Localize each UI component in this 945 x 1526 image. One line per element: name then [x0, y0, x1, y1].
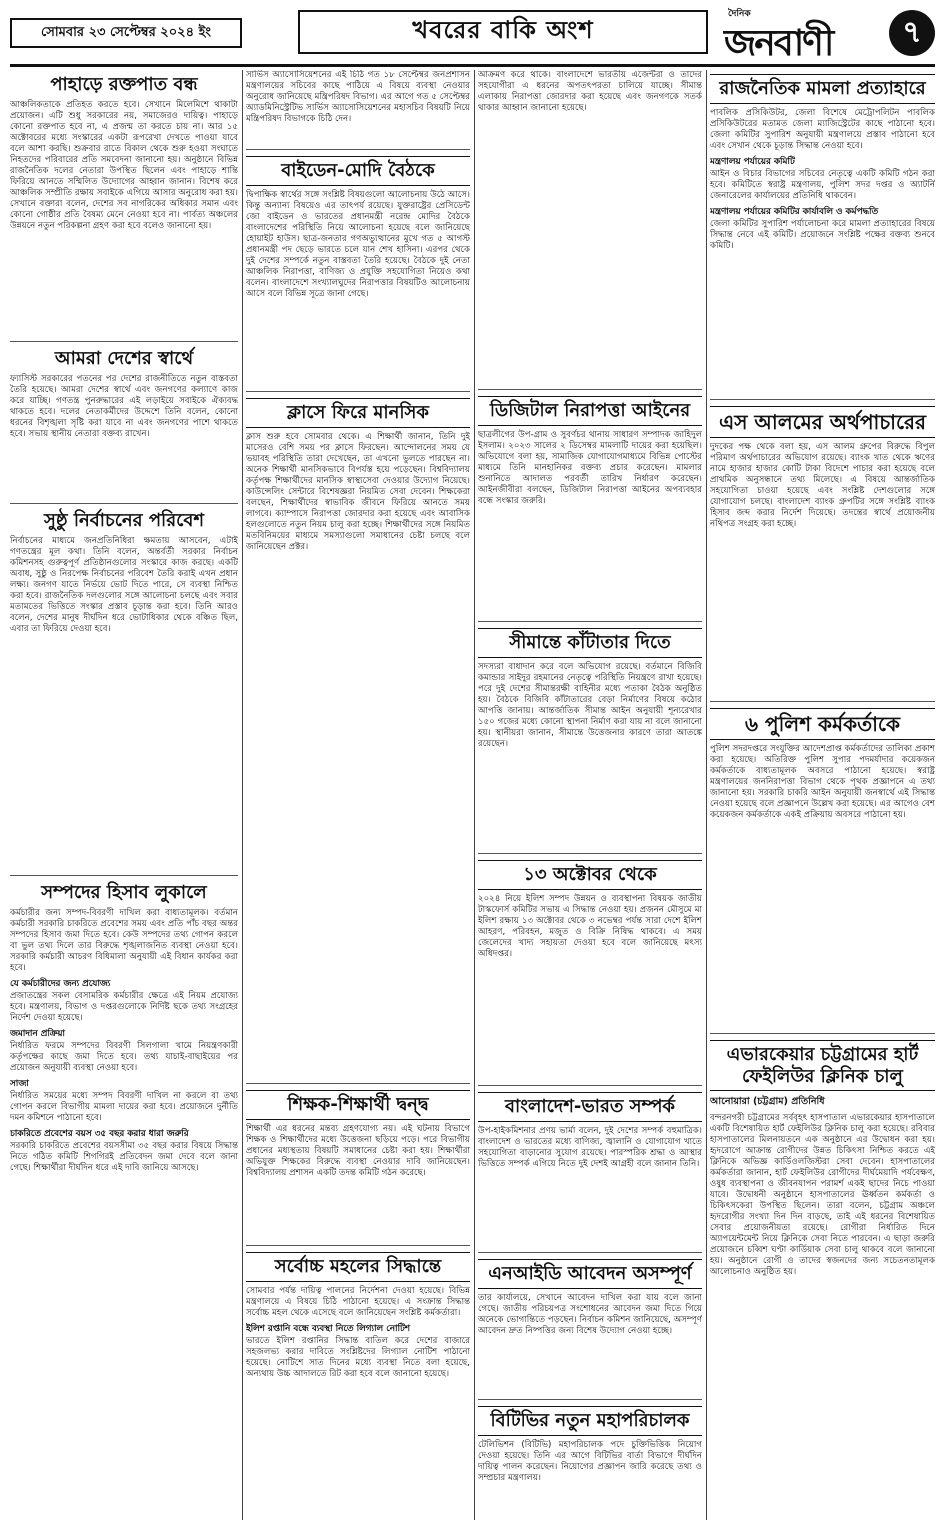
masthead: [10, 6, 935, 64]
story-body: ক্লাস শুরু হবে সোমবার থেকে। এ শিক্ষার্থী জানান, তিনি দুই মাসেরও বেশি সময় পর ক্লাসে ফিরছেন। আন্দোলনের সময় যে ভয়াবহ পরিস্থিতি তারা দেখেছেন, তা এখনো ভুলতে পারছেন না। অনেক শিক্ষার্থী মানসিকভাবে বিপর্যস্ত হয়ে পড়েছেন। বিশ্ববিদ্যালয় কর্তৃপক্ষ শিক্ষার্থীদের মানসিক স্বাস্থ্যসেবা দেওয়ার উদ্যোগ নিয়েছে। কাউন্সেলিং সেন্টারে বিশেষজ্ঞরা নিয়মিত সেবা দেবেন। শিক্ষকেরা বলছেন, শিক্ষার্থীদের স্বাভাবিক জীবনে ফিরিয়ে আনতে সময় লাগবে। ক্যাম্পাসে নিরাপত্তা জোরদার করা হয়েছে এবং আবাসিক হলগুলোতে নতুন নিয়ম চালু করা হচ্ছে। শিক্ষার্থীদের সঙ্গে নিয়মিত মতবিনিময়ের মাধ্যমে সমস্যাগুলো সমাধানের চেষ্টা চলছে বলে জানিয়েছেন প্রক্টর।: [246, 431, 470, 552]
story: [710, 704, 935, 1034]
story-headline: এস আলমের অর্থপাচারের: [710, 406, 935, 438]
story-headline: এনআইডি আবেদন অসম্পূর্ণ: [478, 1259, 702, 1289]
story-body: আক্রমণ করে থাকে। বাংলাদেশে ভারতীয় এজেন্টরা ও তাদের সহযোগীরা এ ধরনের অপতৎপরতা চালিয়ে যাচ্ছে। সীমান্ত এলাকায় নিরাপত্তা জোরদার করা হয়েছে এবং জনগণকে সতর্ক থাকার আহ্বান জানানো হয়েছে।: [478, 70, 702, 113]
story-body: উপ-হাইকমিশনার প্রণয় ভার্মা বলেন, দুই দেশের সম্পর্ক বহুমাত্রিক। বাংলাদেশ ও ভারতের মধ্যে বাণিজ্য, জ্বালানি ও যোগাযোগ খাতে সহযোগিতা বাড়ানোর সুযোগ রয়েছে। পারস্পরিক শ্রদ্ধা ও আস্থার ভিত্তিতে সম্পর্ক এগিয়ে নিতে দুই দেশই আগ্রহী বলে জানান তিনি।: [478, 1125, 702, 1169]
story: [246, 1248, 470, 1518]
story-headline: ডিজিটাল নিরাপত্তা আইনের: [478, 396, 702, 426]
page-number: ৭: [889, 10, 935, 56]
daily-label: দৈনিক: [728, 9, 751, 19]
column-2: [246, 70, 470, 1520]
story-body: ২০২৪ নিয়ে ইলিশ সম্পদ উন্নয়ন ও ব্যবস্থাপনা বিষয়ক জাতীয় টাস্কফোর্স কমিটির সভায় এ সিদ্ধান্ত নেওয়া হয়। প্রজনন মৌসুমে মা ইলিশ রক্ষায় ১৩ অক্টোবর থেকে ৩ নভেম্বর পর্যন্ত সারা দেশে ইলিশ আহরণ, পরিবহন, মজুত ও বিক্রি নিষিদ্ধ থাকবে। এ সময় জেলেদের খাদ্য সহায়তা দেওয়া হবে বলে জানিয়েছে মৎস্য অধিদপ্তর।: [478, 893, 702, 959]
story-body: কর্মচারীর জন্য সম্পদ-বিবরণী দাখিল করা বাধ্যতামূলক। বর্তমান কর্মচারী সরকারি চাকরিতে প্রবেশের সময় এবং প্রতি পাঁচ বছর অন্তর সম্পদের হিসাব জমা দিতে হবে। কেউ সম্পদের তথ্য গোপন করলে বা ভুল তথ্য দিলে তার বিরুদ্ধে শৃঙ্খলাজনিত ব্যবস্থা নেওয়া হবে। সরকারি কর্মচারী আচরণ বিধিমালা অনুযায়ী এই বিধান কার্যকর করা হবে।: [10, 907, 238, 973]
story-subhead: মন্ত্রণালয় পর্যায়ের কমিটি: [710, 156, 795, 167]
story-body: প্রজাতন্ত্রের সকল বেসামরিক কর্মচারীর ক্ষেত্রে এই নিয়ম প্রযোজ্য হবে। মন্ত্রণালয়, বিভাগ ও দপ্তরগুলোকে নির্দিষ্ট ছকে তথ্য সংগ্রহের নির্দেশ দেওয়া হয়েছে।: [10, 990, 238, 1023]
story-headline: পাহাড়ে রক্তপাত বন্ধ: [50, 74, 198, 95]
story: [478, 856, 702, 1086]
story-body: দুদকের পক্ষ থেকে বলা হয়, এস আলম গ্রুপের বিরুদ্ধে বিপুল পরিমাণ অর্থপাচারের অভিযোগ রয়েছে। ব্যাংক খাত থেকে ঋণের নামে হাজার হাজার কোটি টাকা বিদেশে পাচার করা হয়েছে বলে প্রাথমিক অনুসন্ধানে তথ্য মিলেছে। এ বিষয়ে আন্তর্জাতিক সহযোগিতা চাওয়া হয়েছে এবং সংশ্লিষ্ট দেশগুলোর সঙ্গে যোগাযোগ চলছে। বাংলাদেশ ব্যাংক গ্রুপটির সঙ্গে সংশ্লিষ্ট ব্যাংক হিসাব জব্দ করার নির্দেশ দিয়েছে। তদন্তের স্বার্থে প্রয়োজনীয় নথিপত্র সংগ্রহ করা হচ্ছে।: [710, 442, 935, 529]
column-divider: [242, 70, 243, 1520]
story: [246, 152, 470, 392]
story-body: শিক্ষার্থী এর ধরনের মন্তব্য গ্রহণযোগ্য নয়। এই ঘটনায় বিভাগে শিক্ষক ও শিক্ষার্থীদের মধ্যে উত্তেজনা ছড়িয়ে পড়ে। পরে বিভাগীয় প্রধানের মধ্যস্থতায় বিষয়টি সমাধানের চেষ্টা করা হয়। শিক্ষার্থীরা অভিযুক্ত শিক্ষকের বিরুদ্ধে ব্যবস্থা নেওয়ার দাবি জানিয়েছেন। বিশ্ববিদ্যালয় প্রশাসন একটি তদন্ত কমিটি গঠন করেছে।: [246, 1123, 470, 1178]
story-body: সরকারি চাকরিতে প্রবেশের বয়সসীমা ৩৫ বছর করার বিষয়ে সিদ্ধান্ত নিতে গঠিত কমিটি শিগগিরই প্রতিবেদন জমা দেবে বলে জানা গেছে। শিক্ষার্থীরা দীর্ঘদিন ধরে এই দাবি জানিয়ে আসছে।: [10, 1140, 238, 1173]
story: [710, 70, 935, 400]
story: [478, 1402, 702, 1520]
story-body: ভারতে ইলিশ রপ্তানির সিদ্ধান্ত বাতিল করে দেশের বাজারে সহজলভ্য করার দাবিতে সংশ্লিষ্টদের লিগ্যাল নোটিশ পাঠানো হয়েছে। নোটিশে সাত দিনের মধ্যে ব্যবস্থা নিতে বলা হয়েছে, অন্যথায় উচ্চ আদালতে রিট করা হবে বলে জানানো হয়েছে।: [246, 1335, 470, 1379]
story: [478, 624, 702, 854]
column-3: [478, 70, 702, 1520]
story-headline: ১৩ অক্টোবর থেকে: [478, 860, 702, 890]
column-4: [710, 70, 935, 1520]
story-body: ছাত্রলীগের উপ-গ্রাম ও সুবর্ণচর থানায় সাধারণ সম্পাদক জাহিদুল ইসলাম। ২০২৩ সালের ২ ডিসেম্বর মামলাটি দায়ের করা হয়েছিল। অভিযোগে বলা হয়, সামাজিক যোগাযোগমাধ্যমে বিভিন্ন পোস্টের মাধ্যমে তিনি মানহানিকর বক্তব্য প্রচার করেছেন। মামলার শুনানিতে আদালত পরবর্তী তারিখ নির্ধারণ করেছেন। আইনজীবীরা বলছেন, ডিজিটাল নিরাপত্তা আইনের অপব্যবহার বন্ধে সংস্কার জরুরি।: [478, 429, 702, 506]
story: [478, 1088, 702, 1253]
story-headline: সর্বোচ্চ মহলের সিদ্ধান্তে: [246, 1252, 470, 1282]
story-headline: রাজনৈতিক মামলা প্রত্যাহারে: [710, 74, 935, 104]
story-body: টেলিভিশন (বিটিভি) মহাপরিচালক পদে চুক্তিভিত্তিক নিয়োগ দেওয়া হয়েছে। তিনি এর আগে বিটিভির বার্তা বিভাগে দীর্ঘদিন দায়িত্ব পালন করেছেন। নিয়োগের প্রজ্ঞাপন জারি করেছে তথ্য ও সম্প্রচার মন্ত্রণালয়।: [478, 1439, 702, 1483]
story-body: সার্ভিস অ্যাসোসিয়েশনের এই চিঠি গত ১৮ সেপ্টেম্বর জনপ্রশাসন মন্ত্রণালয়ের সচিবের কাছে পাঠিয়ে এ বিষয়ে ব্যবস্থা নেওয়ার অনুরোধ জানিয়েছে মন্ত্রিপরিষদ বিভাগ। এর আগে গত ৫ সেপ্টেম্বর অ্যাডমিনিস্ট্রেটিভ সার্ভিস অ্যাসোসিয়েশনের মহাসচিব বিষয়টি নিয়ে মন্ত্রিপরিষদ বিভাগকে চিঠি দেন।: [246, 70, 470, 124]
story-body: জেলা কমিটির সুপারিশ পর্যালোচনা করে মামলা প্রত্যাহারের বিষয়ে সিদ্ধান্ত নেবে এই কমিটি। প্রয়োজনে সংশ্লিষ্ট পক্ষের বক্তব্য শুনবে কমিটি।: [710, 218, 935, 251]
story: [10, 506, 238, 876]
paper-name: জনবাণী: [724, 22, 833, 64]
story-subhead: ইলিশ রপ্তানি বন্ধে ব্যবস্থা নিতে লিগ্যাল নোটিশ: [246, 1323, 411, 1334]
story: [246, 70, 470, 150]
story-body: নির্ধারিত সময়ের মধ্যে সম্পদ বিবরণী দাখিল না করলে বা তথ্য গোপন করলে বিভাগীয় মামলা দায়ের করা হবে। প্রয়োজনে দুর্নীতি দমন কমিশনে পাঠানো হবে।: [10, 1090, 238, 1123]
story: [478, 392, 702, 622]
story-body: পুলিশ সদরদপ্তরে সংযুক্তির আদেশপ্রাপ্ত কর্মকর্তাদের তালিকা প্রকাশ করা হয়েছে। অতিরিক্ত পুলিশ সুপার পদমর্যাদার কয়েকজন কর্মকর্তাকে বাধ্যতামূলক অবসরে পাঠানো হয়েছে। স্বরাষ্ট্র মন্ত্রণালয়ের জননিরাপত্তা বিভাগ থেকে পৃথক প্রজ্ঞাপনে এ তথ্য জানানো হয়। সরকারি চাকরি আইন অনুযায়ী জনস্বার্থে এই সিদ্ধান্ত নেওয়া হয়েছে বলে প্রজ্ঞাপনে উল্লেখ করা হয়েছে। এর আগেও বেশ কয়েকজন কর্মকর্তাকে একই প্রক্রিয়ায় অবসরে পাঠানো হয়।: [710, 744, 935, 820]
story-body: আইন ও বিচার বিভাগের সচিবের নেতৃত্বে একটি কমিটি গঠন করা হবে। কমিটিতে স্বরাষ্ট্র মন্ত্রণালয়, পুলিশ সদর দপ্তর ও অ্যাটর্নি জেনারেলের কার্যালয়ের প্রতিনিধি থাকবেন।: [710, 168, 935, 201]
story: [10, 878, 238, 1514]
story: [478, 70, 702, 390]
story-headline: এভারকেয়ার চট্টগ্রামের হার্ট ফেইলিউর ক্লিনিক চালু: [710, 1040, 935, 1091]
story-body: সদস্যরা বাধাদান করে বলে অভিযোগ রয়েছে। বর্তমানে বিজিবি কমান্ডার সাইদুর রহমানের নেতৃত্বে পরিস্থিতি নিয়ন্ত্রণে রাখা হয়েছে। পরে দুই দেশের সীমান্তরক্ষী বাহিনীর মধ্যে পতাকা বৈঠক অনুষ্ঠিত হয়। বৈঠকে বিজিবি কাঁটাতারের বেড়া নির্মাণের বিষয়ে কঠোর আপত্তি জানায়। আন্তর্জাতিক সীমান্ত আইন অনুযায়ী শূন্যরেখার ১৫০ গজের মধ্যে কোনো স্থাপনা নির্মাণ করা যায় না বলে জানানো হয়। স্থানীয়রা জানান, সীমান্তে উত্তেজনার কারণে তারা আতঙ্কে রয়েছেন।: [478, 661, 702, 749]
section-title: খবরের বাকি অংশ: [298, 10, 708, 54]
story-headline: বাইডেন-মোদি বৈঠকে: [246, 156, 470, 186]
story-headline: ক্লাসে ফিরে মানসিক: [246, 398, 470, 428]
masthead-rule: [10, 64, 935, 67]
story-body: সোমবার পর্যন্ত দায়িত্ব পালনের নির্দেশনা দেওয়া হয়েছে। বিভিন্ন মন্ত্রণালয়ে এ বিষয়ে চিঠি পাঠানো হয়েছে। এ সংক্রান্ত সিদ্ধান্ত সর্বোচ্চ মহল থেকে এসেছে বলে জানিয়েছেন সংশ্লিষ্ট কর্মকর্তারা।: [246, 1285, 470, 1318]
story-headline: সম্পদের হিসাব লুকালে: [41, 882, 207, 903]
newspaper-logo: [724, 6, 935, 62]
story-byline: আনোয়ারা (চট্টগ্রাম) প্রতিনিধি: [710, 1096, 825, 1108]
story-subhead: যে কর্মচারীদের জন্য প্রযোজ্য: [10, 978, 111, 989]
story-headline: সীমান্তে কাঁটাতার দিতে: [478, 628, 702, 658]
story-body: দ্বিপাক্ষিক স্বার্থের সঙ্গে সংশ্লিষ্ট বিষয়গুলো আলোচনায় উঠে আসে। কিন্তু অন্যান্য বিষয়েও এর তাৎপর্য রয়েছে। যুক্তরাষ্ট্রের প্রেসিডেন্ট জো বাইডেন ও ভারতের প্রধানমন্ত্রী নরেন্দ্র মোদির বৈঠকে বাংলাদেশের পরিস্থিতি নিয়ে আলোচনা হয়েছে বলে জানিয়েছে হোয়াইট হাউস। ছাত্র-জনতার গণঅভ্যুত্থানের মুখে গত ৫ আগস্ট প্রধানমন্ত্রী পদ ছেড়ে ভারতে চলে যান শেখ হাসিনা। এরপর থেকে দুই দেশের সম্পর্কে নতুন বাস্তবতা তৈরি হয়েছে। বৈঠকে দুই নেতা আঞ্চলিক নিরাপত্তা, বাণিজ্য ও প্রযুক্তি সহযোগিতা নিয়েও কথা বলেন। বাংলাদেশে সংখ্যালঘুদের নিরাপত্তার বিষয়টিও আলোচনায় আসে বলে বিভিন্ন সূত্রে জানা গেছে।: [246, 189, 470, 299]
issue-date: সোমবার ২৩ সেপ্টেম্বর ২০২৪ ইং: [10, 18, 242, 48]
column-1: [10, 70, 238, 1520]
story-body: ফ্যাসিস্ট সরকারের পতনের পর দেশের রাজনীতিতে নতুন বাস্তবতা তৈরি হয়েছে। আমরা দেশের স্বার্থে এবং জনগণের কল্যাণে কাজ করে যাচ্ছি। গণতন্ত্র পুনরুদ্ধারের এই লড়াইয়ে সবাইকে ঐক্যবদ্ধ থাকতে হবে। দলের নেতাকর্মীদের উদ্দেশে তিনি বলেন, কোনো ধরনের বিশৃঙ্খলা সৃষ্টি করা যাবে না এবং জনগণের পাশে থাকতে হবে। সভায় স্থানীয় নেতারা বক্তব্য রাখেন।: [10, 373, 238, 439]
story-headline: সুষ্ঠু নির্বাচনের পরিবেশ: [43, 510, 205, 531]
story-body: তার কার্যালয়ে, সেখানে আবেদন দাখিল করা যায় বলে জানা গেছে। জাতীয় পরিচয়পত্র সংশোধনের আবেদন জমা দিতে গিয়ে অনেকে ভোগান্তিতে পড়ছেন। নির্বাচন কমিশন জানিয়েছে, অসম্পূর্ণ আবেদন দ্রুত নিষ্পত্তির জন্য বিশেষ উদ্যোগ নেওয়া হচ্ছে।: [478, 1292, 702, 1336]
story-subhead: চাকরিতে প্রবেশের বয়স ৩৫ বছর করার ধারা জরুরি: [10, 1128, 189, 1139]
story: [710, 1036, 935, 1520]
story-headline: বিটিভির নতুন মহাপরিচালক: [478, 1406, 702, 1436]
story-subhead: জমাদান প্রক্রিয়া: [10, 1028, 65, 1039]
story-body: নির্বাচনের মাধ্যমে জনপ্রতিনিধিরা ক্ষমতায় আসবেন, এটাই গণতন্ত্রের মূল কথা। তিনি বলেন, অন্তর্বর্তী সরকার নির্বাচন কমিশনসহ গুরুত্বপূর্ণ প্রতিষ্ঠানগুলোর সংস্কারে কাজ করছে। একটি অবাধ, সুষ্ঠু ও নিরপেক্ষ নির্বাচনের পরিবেশ তৈরি করাই এখন প্রধান লক্ষ্য। জনগণ যাতে নির্ভয়ে ভোট দিতে পারে, সে ব্যবস্থা নিশ্চিত করা হবে। রাজনৈতিক দলগুলোর সঙ্গে আলোচনা চলছে এবং সবার মতামতের ভিত্তিতে সংস্কার প্রস্তাব চূড়ান্ত করা হবে। তিনি আরও বলেন, দেশের মানুষ দীর্ঘদিন ধরে ভোটাধিকার থেকে বঞ্চিত ছিল, এবার তা ফিরিয়ে দেওয়া হবে।: [10, 535, 238, 634]
story-body: পাবলিক প্রসিকিউটর, জেলা বিশেষে মেট্রোপলিটন পাবলিক প্রসিকিউটরের মতামত জেলা ম্যাজিস্ট্রেটের কাছে পাঠানো হবে। জেলা কমিটির সুপারিশ অনুযায়ী মন্ত্রণালয়ে প্রস্তাব পাঠানো হবে এবং সেখান থেকে চূড়ান্ত সিদ্ধান্ত নেওয়া হবে।: [710, 107, 935, 151]
story: [10, 70, 238, 342]
story: [710, 402, 935, 702]
story-headline: ৬ পুলিশ কর্মকর্তাকে: [710, 708, 935, 740]
story-headline: শিক্ষক-শিক্ষার্থী দ্বন্দ্ব: [246, 1090, 470, 1120]
story: [10, 344, 238, 504]
column-divider: [706, 70, 707, 1520]
story: [246, 1086, 470, 1246]
story-headline: আমরা দেশের স্বার্থে: [54, 348, 194, 369]
story: [478, 1255, 702, 1400]
story-subhead: মন্ত্রণালয় পর্যায়ের কমিটির কার্যাবলি ও কর্মপদ্ধতি: [710, 206, 879, 217]
story-body: নির্ধারিত ফরমে সম্পদের বিবরণী সিলগালা খামে নিয়ন্ত্রণকারী কর্তৃপক্ষের কাছে জমা দিতে হবে। তথ্য যাচাই-বাছাইয়ের পর প্রয়োজন অনুযায়ী ব্যবস্থা নেওয়া হবে।: [10, 1040, 238, 1073]
story-body: আঞ্চলিকতাকে প্রতিহত করতে হবে। সেখানে মিলেমিশে থাকাটা প্রয়োজন। এটি শুধু সরকারের নয়, সমাজেরও দায়িত্ব। পাহাড়ে কোনো রক্তপাত হবে না, এ প্রজন্ম তা করতে চায় না। আর ১৫ অক্টোবরের মধ্যে সংস্কারের একটা রূপরেখা দেখতে পাওয়া যাবে বলে আশা করছি। শুক্রবার রাতে বিকাল থেকে শুরু হওয়া সংঘাতে নিহতদের পরিবারের প্রতি সমবেদনা জানানো হয়। অনুষ্ঠানে বিভিন্ন রাজনৈতিক দলের নেতারা উপস্থিত ছিলেন এবং পাহাড়ে শান্তি ফিরিয়ে আনতে সম্মিলিত উদ্যোগের আহ্বান জানান। বিশেষ করে আঞ্চলিক সম্প্রীতি রক্ষায় সবাইকে এগিয়ে আসার অনুরোধ করা হয়। সেখানে বক্তারা বলেন, দেশের সব নাগরিকের অধিকার সমান এবং কোনো গোষ্ঠীর প্রতি বৈষম্য মেনে নেওয়া হবে না। পার্বত্য অঞ্চলের উন্নয়নে নতুন পরিকল্পনা গ্রহণ করা হবে বলেও জানানো হয়।: [10, 99, 238, 231]
column-divider: [474, 70, 475, 1520]
story-headline: বাংলাদেশ-ভারত সম্পর্ক: [478, 1092, 702, 1122]
story-subhead: সাজা: [10, 1078, 29, 1089]
story: [246, 394, 470, 1084]
story-body: বন্দরনগরী চট্টগ্রামের সর্ববৃহৎ হাসপাতাল এভারকেয়ার হাসপাতালে একটি বিশেষায়িত হার্ট ফেইলিউর ক্লিনিক চালু করা হয়েছে। রবিবার হাসপাতালের মিলনায়তনে এক অনুষ্ঠানে এর উদ্বোধন করা হয়। হৃদরোগে আক্রান্ত রোগীদের উন্নত চিকিৎসা নিশ্চিত করতে এই ক্লিনিকে অভিজ্ঞ কার্ডিওলজিস্টরা সেবা দেবেন। হাসপাতালের কর্মকর্তারা জানান, হার্ট ফেইলিউর রোগীদের দীর্ঘমেয়াদি পর্যবেক্ষণ, ওষুধ ব্যবস্থাপনা ও জীবনযাপন পরামর্শ একই ছাদের নিচে পাওয়া যাবে। উদ্বোধনী অনুষ্ঠানে হাসপাতালের ঊর্ধ্বতন কর্মকর্তা ও চিকিৎসকেরা উপস্থিত ছিলেন। তারা বলেন, চট্টগ্রাম অঞ্চলে হৃদরোগীর সংখ্যা দিন দিন বাড়ছে, তাই এই ধরনের বিশেষায়িত সেবার প্রয়োজনীয়তা রয়েছে। রোগীরা নির্ধারিত দিনে অ্যাপয়েন্টমেন্ট নিয়ে ক্লিনিকে সেবা নিতে পারবেন। এ ছাড়া জরুরি প্রয়োজনে চব্বিশ ঘণ্টা কার্ডিয়াক সেবা চালু থাকবে বলে জানানো হয়। অনুষ্ঠানে রোগী ও তাদের স্বজনদের জন্য সচেতনতামূলক আলোচনাও অনুষ্ঠিত হয়।: [710, 1113, 935, 1278]
